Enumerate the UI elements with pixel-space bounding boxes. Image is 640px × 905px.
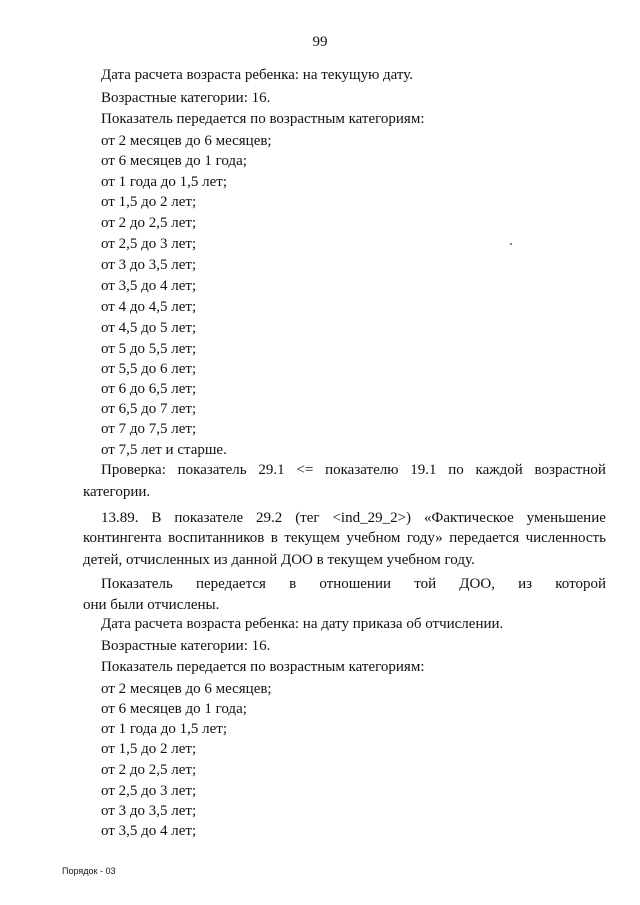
section-line-2 — [83, 529, 606, 547]
age-category-item: от 6 до 6,5 лет; — [101, 381, 197, 397]
section-word: показателе — [174, 510, 244, 526]
transfer-note-continuation: они были отчислены. — [83, 597, 220, 613]
section-word: учебном — [346, 530, 401, 546]
age-category-item: от 5,5 до 6 лет; — [101, 361, 197, 377]
categories-intro-line: Показатель передается по возрастным категориям: — [101, 659, 425, 675]
section-word: <ind_29_2>) — [332, 510, 412, 526]
transfer-note-line — [101, 575, 606, 593]
check-word: 29.1 — [258, 462, 285, 478]
section-word: текущем — [284, 530, 340, 546]
note-word: из — [518, 576, 533, 592]
age-category-item: от 6 месяцев до 1 года; — [101, 701, 247, 717]
check-word: по — [448, 462, 464, 478]
note-word: которой — [555, 576, 606, 592]
section-word: 29.2 — [256, 510, 283, 526]
age-categories-line: Возрастные категории: 16. — [101, 638, 271, 654]
categories-intro-line: Показатель передается по возрастным категориям: — [101, 111, 425, 127]
scan-speck — [510, 243, 512, 245]
section-word: году» — [406, 530, 443, 546]
age-category-item: от 7,5 лет и старше. — [101, 442, 227, 458]
check-word: показателю — [325, 462, 399, 478]
age-category-item: от 1,5 до 2 лет; — [101, 194, 197, 210]
note-word: ДОО, — [459, 576, 495, 592]
note-word: Показатель — [101, 576, 173, 592]
age-category-item: от 7 до 7,5 лет; — [101, 421, 197, 437]
check-word: 19.1 — [410, 462, 437, 478]
section-word: уменьшение — [526, 510, 606, 526]
section-word: в — [270, 530, 278, 546]
age-category-item: от 1,5 до 2 лет; — [101, 741, 197, 757]
age-category-item: от 4,5 до 5 лет; — [101, 320, 197, 336]
age-category-item: от 2,5 до 3 лет; — [101, 783, 197, 799]
section-word: контингента — [83, 530, 162, 546]
age-category-item: от 1 года до 1,5 лет; — [101, 174, 227, 190]
age-category-item: от 2 до 2,5 лет; — [101, 215, 197, 231]
age-category-item: от 6 месяцев до 1 года; — [101, 153, 247, 169]
note-word: передается — [195, 576, 266, 592]
age-category-item: от 3,5 до 4 лет; — [101, 823, 197, 839]
age-category-item: от 2,5 до 3 лет; — [101, 236, 197, 252]
check-word: показатель — [177, 462, 247, 478]
age-category-item: от 2 месяцев до 6 месяцев; — [101, 681, 272, 697]
section-word: передается — [449, 530, 520, 546]
check-line — [101, 461, 606, 479]
section-word: В — [151, 510, 162, 526]
check-line-continuation: категории. — [83, 484, 151, 500]
calc-date-line: Дата расчета возраста ребенка: на текущую дату. — [101, 67, 414, 83]
calc-date-line: Дата расчета возраста ребенка: на дату приказа об отчислении. — [101, 616, 504, 632]
section-number: 13.89. — [101, 510, 139, 526]
note-word: отношении — [319, 576, 392, 592]
check-word: возрастной — [534, 462, 606, 478]
note-word: той — [414, 576, 437, 592]
age-category-item: от 5 до 5,5 лет; — [101, 341, 197, 357]
check-word: каждой — [475, 462, 523, 478]
section-word: (тег — [295, 510, 320, 526]
age-category-item: от 3,5 до 4 лет; — [101, 278, 197, 294]
age-category-item: от 3 до 3,5 лет; — [101, 803, 197, 819]
section-word: численность — [525, 530, 606, 546]
page-number: 99 — [312, 34, 328, 50]
age-category-item: от 3 до 3,5 лет; — [101, 257, 197, 273]
age-category-item: от 6,5 до 7 лет; — [101, 401, 197, 417]
age-category-item: от 2 до 2,5 лет; — [101, 762, 197, 778]
check-word: Проверка: — [101, 462, 166, 478]
age-category-item: от 2 месяцев до 6 месяцев; — [101, 133, 272, 149]
check-word: <= — [296, 462, 314, 478]
page-footer: Порядок - 03 — [62, 866, 116, 876]
note-word: в — [289, 576, 297, 592]
section-word: воспитанников — [168, 530, 265, 546]
section-word: «Фактическое — [423, 510, 514, 526]
section-line-3: детей, отчисленных из данной ДОО в текущем учебном году. — [83, 552, 475, 568]
age-category-item: от 1 года до 1,5 лет; — [101, 721, 227, 737]
age-categories-line: Возрастные категории: 16. — [101, 90, 271, 106]
age-category-item: от 4 до 4,5 лет; — [101, 299, 197, 315]
section-heading-line — [101, 509, 606, 527]
